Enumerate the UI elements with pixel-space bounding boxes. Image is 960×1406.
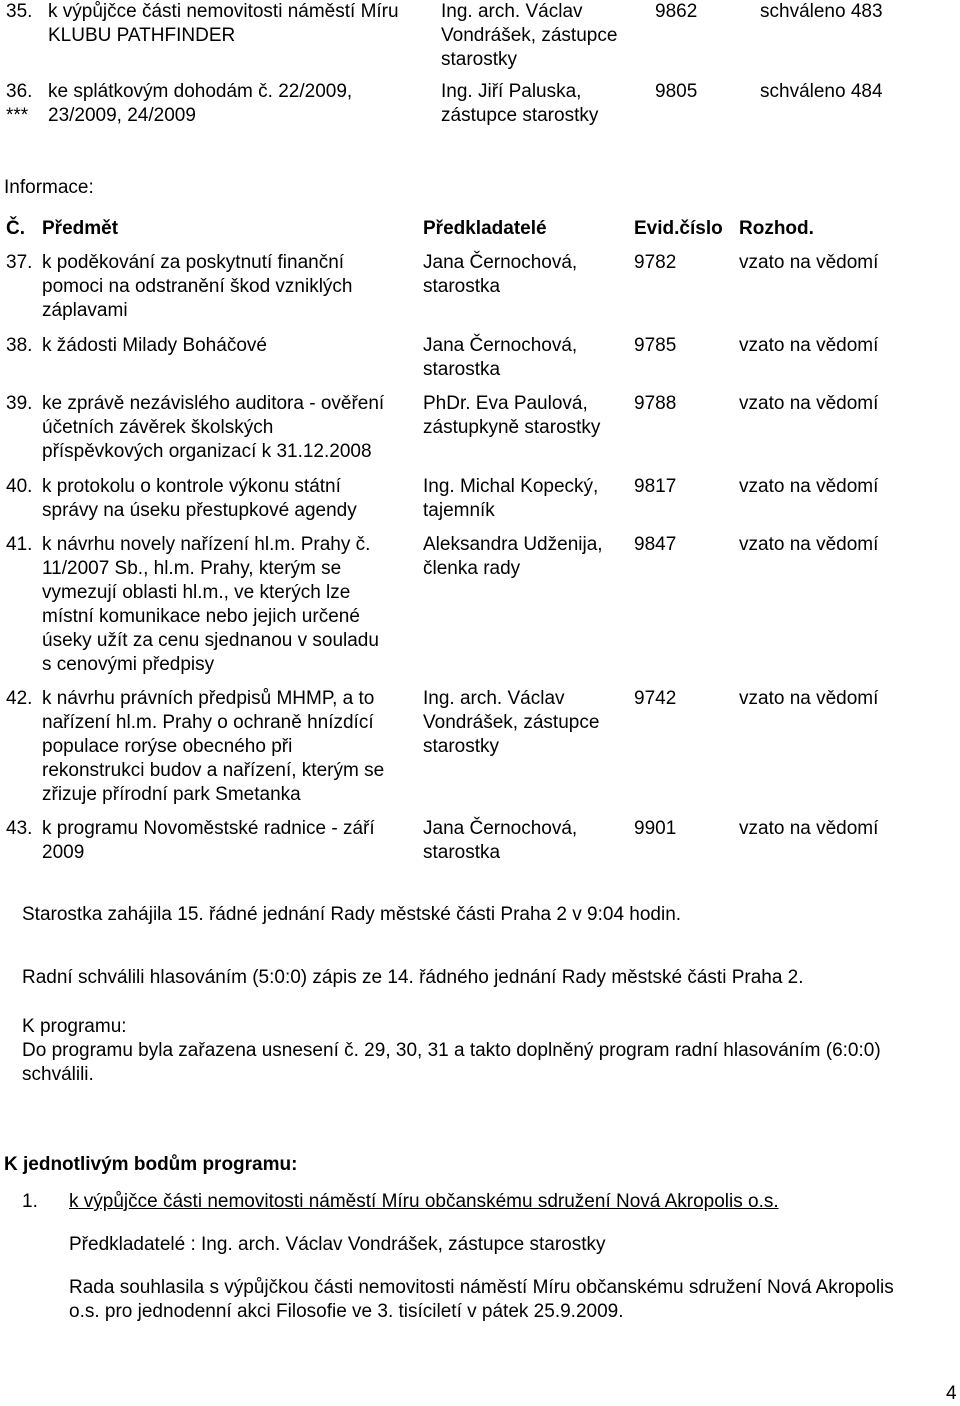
program-paragraph: Do programu byla zařazena usnesení č. 29, 30, 31 a takto doplněný program radní hlasováním (6:0:0) schválili. xyxy=(22,1040,881,1085)
row-submitter: Jana Černochová, starostka xyxy=(423,252,578,297)
row-subject: k návrhu právních předpisů MHMP, a to nařízení hl.m. Prahy o ochraně hnízdící populace rorýse obecného při rekonstrukci budov a nařízení, kterým se zřizuje přírodní park Smetanka xyxy=(42,688,385,805)
row-number: 40. xyxy=(6,476,33,497)
point-resolution: Rada souhlasila s výpůjčkou části nemovitosti náměstí Míru občanskému sdružení Nová Akropolis o.s. pro jednodenní akci Filosofie ve 3. tisíciletí v pátek 25.9.2009. xyxy=(69,1277,894,1322)
row-decision: vzato na vědomí xyxy=(739,688,879,709)
row-subject: k protokolu o kontrole výkonu státní správy na úseku přestupkové agendy xyxy=(42,476,357,521)
info-heading: Informace: xyxy=(4,177,94,198)
point-title: k výpůjčce části nemovitosti náměstí Míru občanskému sdružení Nová Akropolis o.s. xyxy=(69,1191,779,1212)
row-submitter: Ing. Jiří Paluska, zástupce starostky xyxy=(441,81,599,126)
page-number: 4 xyxy=(946,1383,957,1404)
row-evid: 9901 xyxy=(634,818,677,839)
points-heading: K jednotlivým bodům programu: xyxy=(4,1154,298,1175)
row-decision: vzato na vědomí xyxy=(739,252,879,273)
row-decision: vzato na vědomí xyxy=(739,335,879,356)
point-number: 1. xyxy=(22,1191,38,1212)
header-subject: Předmět xyxy=(42,218,119,239)
row-subject: k žádosti Milady Boháčové xyxy=(42,335,267,356)
row-evid: 9788 xyxy=(634,393,677,414)
row-submitter: Ing. Michal Kopecký, tajemník xyxy=(423,476,599,521)
row-number: 41. xyxy=(6,534,33,555)
row-submitter: PhDr. Eva Paulová, zástupkyně starostky xyxy=(423,393,601,438)
row-evid: 9785 xyxy=(634,335,677,356)
row-number: 35. xyxy=(6,1,33,22)
row-submitter: Jana Černochová, starostka xyxy=(423,818,578,863)
header-evid: Evid.číslo xyxy=(634,218,723,239)
row-number: 42. xyxy=(6,688,33,709)
row-number: 36. xyxy=(6,81,33,102)
point-submitter: Předkladatelé : Ing. arch. Václav Vondrášek, zástupce starostky xyxy=(69,1234,606,1255)
row-decision: schváleno 484 xyxy=(760,81,883,102)
opening-paragraph: Starostka zahájila 15. řádné jednání Rady městské části Praha 2 v 9:04 hodin. xyxy=(22,904,682,925)
row-decision: vzato na vědomí xyxy=(739,393,879,414)
row-subject: k poděkování za poskytnutí finanční pomoci na odstranění škod vzniklých záplavami xyxy=(42,252,353,321)
row-number: 39. xyxy=(6,393,33,414)
row-subject: k návrhu novely nařízení hl.m. Prahy č. 11/2007 Sb., hl.m. Prahy, kterým se vymezují oblasti hl.m., ve kterých lze místní komunikace nebo jejich určené úseky užít za cenu sjednanou v souladu s cenovými předpisy xyxy=(42,534,379,675)
row-marker: *** xyxy=(6,105,29,126)
row-evid: 9742 xyxy=(634,688,677,709)
row-decision: vzato na vědomí xyxy=(739,818,879,839)
row-decision: vzato na vědomí xyxy=(739,476,879,497)
row-submitter: Jana Černochová, starostka xyxy=(423,335,578,380)
approval-paragraph: Radní schválili hlasováním (5:0:0) zápis ze 14. řádného jednání Rady městské části Praha 2. xyxy=(22,967,804,988)
header-decision: Rozhod. xyxy=(739,218,814,239)
row-evid: 9805 xyxy=(655,81,698,102)
row-number: 43. xyxy=(6,818,33,839)
program-label: K programu: xyxy=(22,1016,127,1037)
row-submitter: Ing. arch. Václav Vondrášek, zástupce starostky xyxy=(441,1,618,70)
row-subject: ke zprávě nezávislého auditora - ověření účetních závěrek školských příspěvkových organizací k 31.12.2008 xyxy=(42,393,385,462)
row-decision: schváleno 483 xyxy=(760,1,883,22)
row-submitter: Ing. arch. Václav Vondrášek, zástupce starostky xyxy=(423,688,600,757)
row-evid: 9782 xyxy=(634,252,677,273)
row-submitter: Aleksandra Udženija, členka rady xyxy=(423,534,603,579)
row-evid: 9862 xyxy=(655,1,698,22)
row-decision: vzato na vědomí xyxy=(739,534,879,555)
row-subject: k programu Novoměstské radnice - září 2009 xyxy=(42,818,375,863)
row-subject: ke splátkovým dohodám č. 22/2009, 23/2009, 24/2009 xyxy=(48,81,353,126)
header-num: Č. xyxy=(6,218,25,239)
row-number: 38. xyxy=(6,335,33,356)
header-submitter: Předkladatelé xyxy=(423,218,547,239)
row-subject: k výpůjčce části nemovitosti náměstí Míru KLUBU PATHFINDER xyxy=(48,1,399,46)
row-evid: 9817 xyxy=(634,476,677,497)
row-number: 37. xyxy=(6,252,33,273)
row-evid: 9847 xyxy=(634,534,677,555)
